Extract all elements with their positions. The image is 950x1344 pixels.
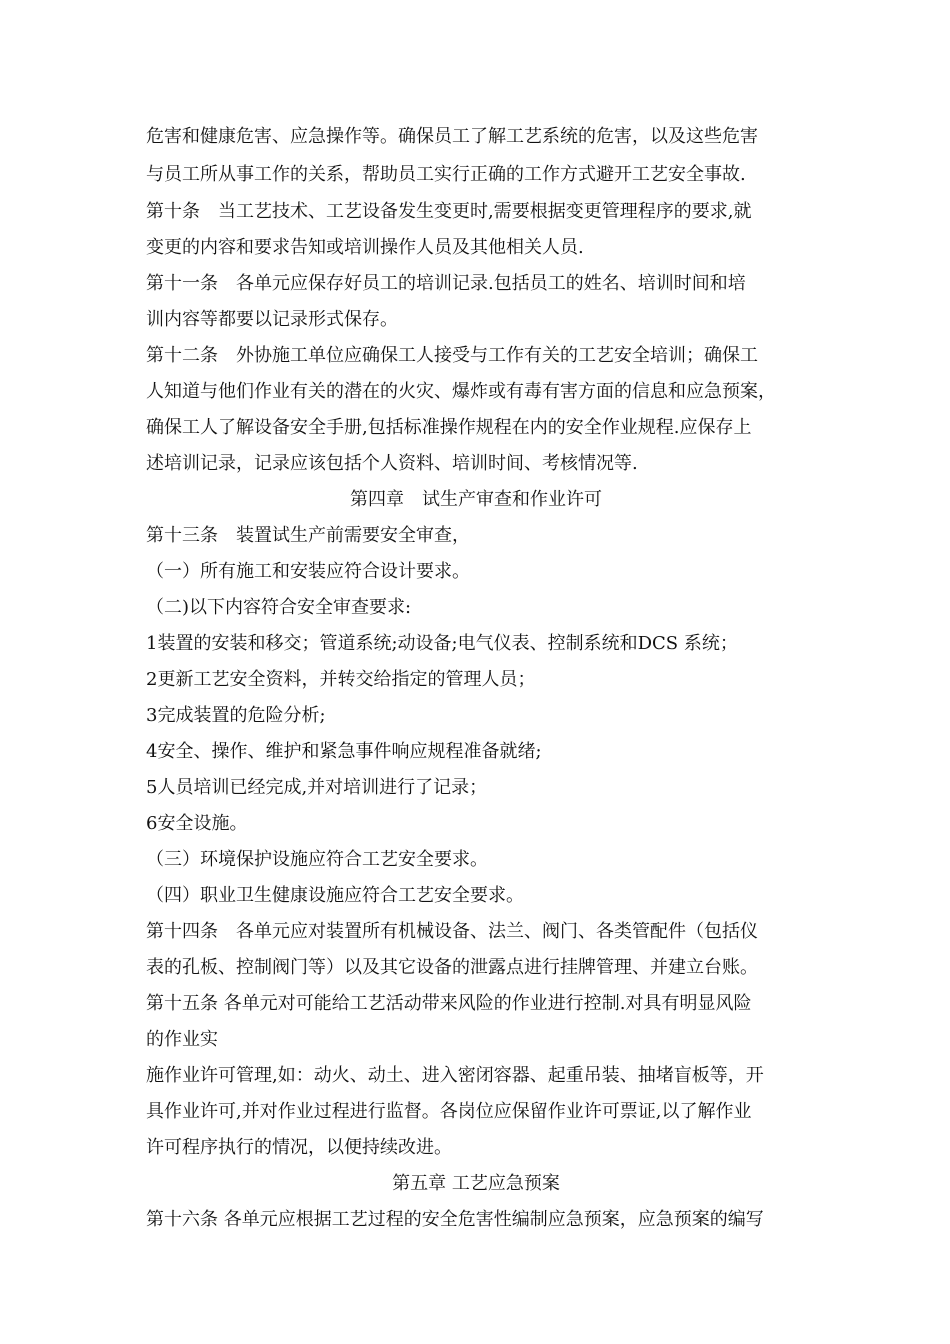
- text-line: 2更新工艺安全资料，并转交给指定的管理人员；: [146, 669, 536, 690]
- text-line: 第十六条 各单元应根据工艺过程的安全危害性编制应急预案，应急预案的编写: [146, 1209, 764, 1230]
- text-line: （四）职业卫生健康设施应符合工艺安全要求。: [146, 885, 524, 906]
- text-line: 训内容等都要以记录形式保存。: [146, 309, 398, 330]
- text-line: 变更的内容和要求告知或培训操作人员及其他相关人员.: [146, 237, 584, 258]
- text-line: 第十五条 各单元对可能给工艺活动带来风险的作业进行控制.对具有明显风险: [146, 993, 752, 1014]
- text-line: 4安全、操作、维护和紧急事件响应规程准备就绪;: [146, 741, 542, 762]
- text-line: 3完成装置的危险分析;: [146, 705, 326, 726]
- text-line: 与员工所从事工作的关系，帮助员工实行正确的工作方式避开工艺安全事故.: [146, 164, 746, 185]
- text-line: （三）环境保护设施应符合工艺安全要求。: [146, 849, 488, 870]
- chapter-heading: 第四章 试生产审查和作业许可: [350, 489, 602, 510]
- text-line: 具作业许可,并对作业过程进行监督。各岗位应保留作业许可票证,以了解作业: [146, 1101, 752, 1122]
- text-line: 人知道与他们作业有关的潜在的火灾、爆炸或有毒有害方面的信息和应急预案，: [146, 381, 776, 402]
- chapter-heading: 第五章 工艺应急预案: [392, 1173, 560, 1194]
- text-line: 第十二条 外协施工单位应确保工人接受与工作有关的工艺安全培训；确保工: [146, 345, 758, 366]
- text-line: 表的孔板、控制阀门等）以及其它设备的泄露点进行挂牌管理、并建立台账。: [146, 957, 758, 978]
- text-line: 第十四条 各单元应对装置所有机械设备、法兰、阀门、各类管配件（包括仪: [146, 921, 758, 942]
- text-line: 第十条 当工艺技术、工艺设备发生变更时,需要根据变更管理程序的要求,就: [146, 201, 752, 222]
- text-line: （一）所有施工和安装应符合设计要求。: [146, 561, 470, 582]
- text-line: 5人员培训已经完成,并对培训进行了记录；: [146, 777, 488, 798]
- text-line: 危害和健康危害、应急操作等。确保员工了解工艺系统的危害，以及这些危害: [146, 126, 758, 147]
- text-line: 述培训记录，记录应该包括个人资料、培训时间、考核情况等.: [146, 453, 638, 474]
- text-line: 的作业实: [146, 1029, 218, 1050]
- text-line: （二)以下内容符合安全审查要求:: [146, 597, 412, 618]
- text-line: 许可程序执行的情况，以便持续改进。: [146, 1137, 452, 1158]
- text-line: 施作业许可管理,如：动火、动土、进入密闭容器、起重吊装、抽堵盲板等，开: [146, 1065, 764, 1086]
- text-line: 1装置的安装和移交；管道系统;动设备;电气仪表、控制系统和DCS 系统；: [146, 633, 738, 654]
- text-line: 第十三条 装置试生产前需要安全审查，: [146, 525, 470, 546]
- text-line: 6安全设施。: [146, 813, 248, 834]
- text-line: 确保工人了解设备安全手册,包括标准操作规程在内的安全作业规程.应保存上: [146, 417, 752, 438]
- text-line: 第十一条 各单元应保存好员工的培训记录.包括员工的姓名、培训时间和培: [146, 273, 746, 294]
